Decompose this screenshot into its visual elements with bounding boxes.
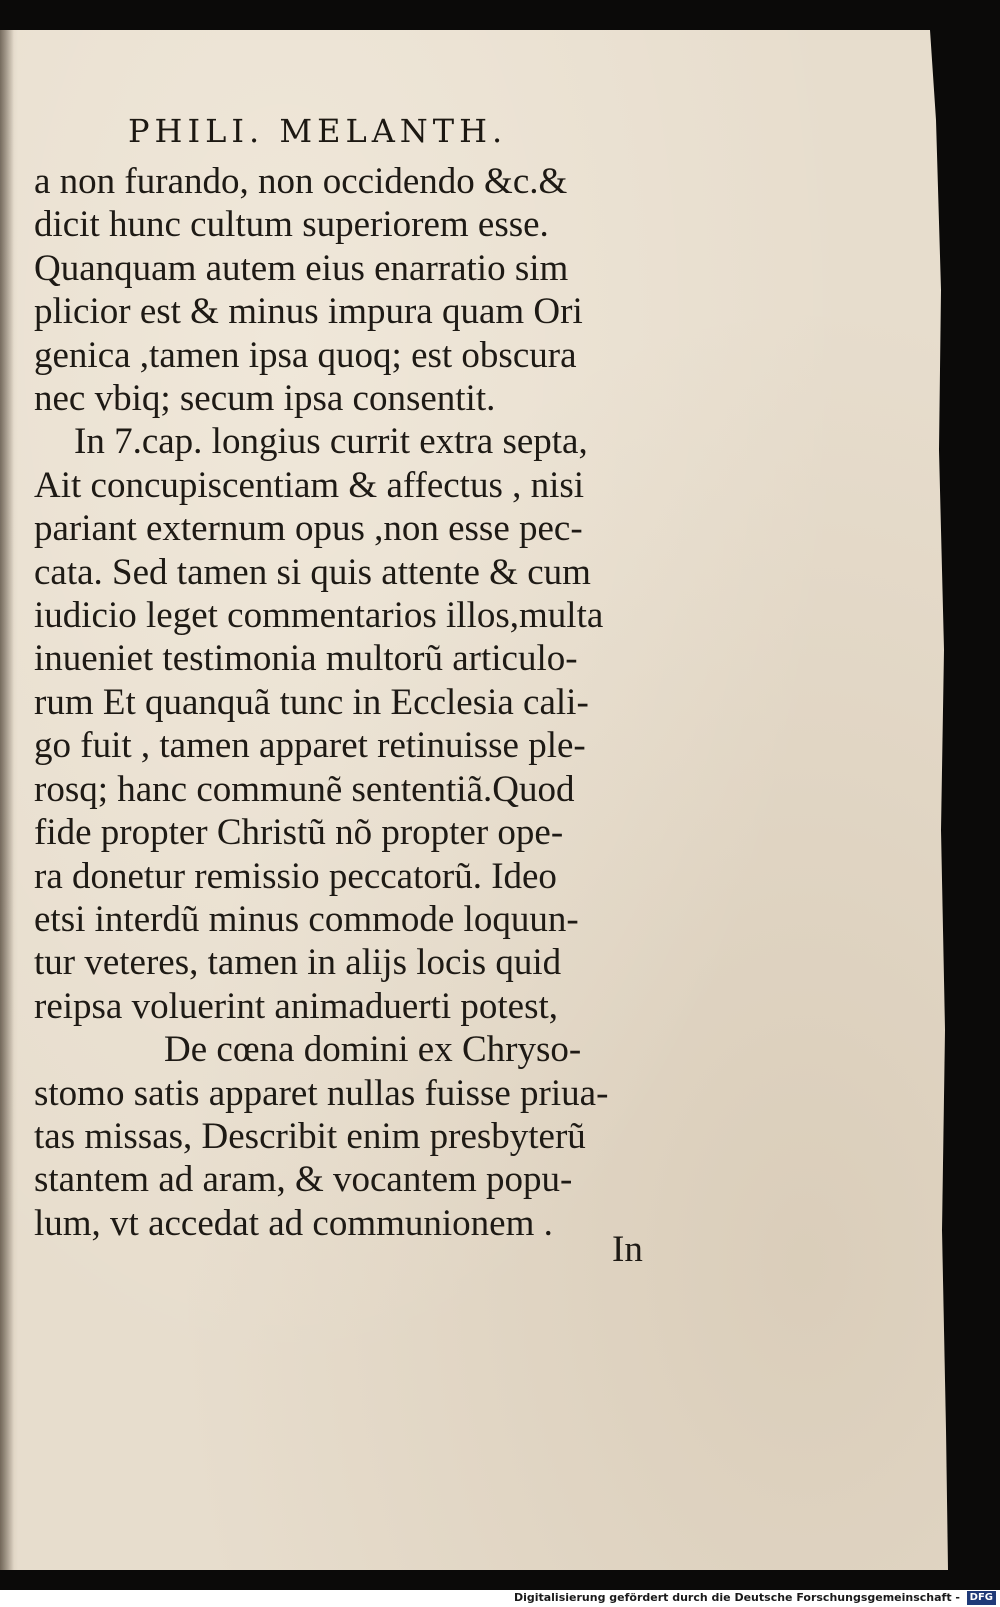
text-line: dicit hunc cultum superiorem esse. [34, 204, 549, 246]
text-line: etsi interdũ minus commode loquun- [34, 898, 579, 940]
text-line: reipsa voluerint animaduerti potest, [34, 985, 559, 1027]
catchword: In [612, 1229, 643, 1270]
text-line: lum, vt accedat ad communionem . [34, 1202, 553, 1244]
text-line: plicior est & minus impura quam Ori [34, 291, 583, 333]
text-line: pariant externum opus ,non esse pec- [34, 508, 583, 550]
text-line: tas missas, Describit enim presbyterũ [34, 1115, 586, 1157]
text-line: Ait concupiscentiam & affectus , nisi [34, 464, 585, 506]
text-line: a non furando, non occidendo &c.& [34, 161, 568, 202]
text-line: rosq; hanc communẽ sententiã.Quod [34, 768, 575, 810]
text-line: tur veteres, tamen in alijs locis quid [34, 942, 562, 984]
text-line: fide propter Christũ nõ propter ope- [34, 812, 564, 854]
text-line: inueniet testimonia multorũ articulo- [34, 638, 578, 680]
paragraph-start-line: De cœna domini ex Chryso- [164, 1029, 582, 1071]
body-text [34, 160, 654, 1245]
text-line: go fuit , tamen apparet retinuisse ple- [34, 725, 586, 767]
text-line: ra donetur remissio peccatorũ. Ideo [34, 855, 557, 897]
gutter-shadow [0, 30, 14, 1570]
text-line: cata. Sed tamen si quis attente & cum [34, 551, 591, 593]
text-line: rum Et quanquã tunc in Ecclesia cali- [34, 681, 589, 723]
text-line: iudicio leget commentarios illos,multa [34, 595, 604, 637]
running-head: PHILI. MELANTH. [128, 112, 508, 150]
text-line: Quanquam autem eius enarratio sim [34, 247, 569, 289]
text-line: stomo satis apparet nullas fuisse priua- [34, 1072, 609, 1114]
paragraph-start-line: In 7.cap. longius currit extra septa, [74, 421, 588, 463]
text-line: genica ,tamen ipsa quoq; est obscura [34, 334, 577, 376]
text-line: stantem ad aram, & vocantem popu- [34, 1159, 573, 1201]
text-line: nec vbiq; secum ipsa consentit. [34, 378, 496, 420]
dfg-logo-icon: DFG [967, 1591, 996, 1605]
footer-credit: Digitalisierung gefördert durch die Deutsche Forschungsgemeinschaft - [513, 1591, 960, 1604]
